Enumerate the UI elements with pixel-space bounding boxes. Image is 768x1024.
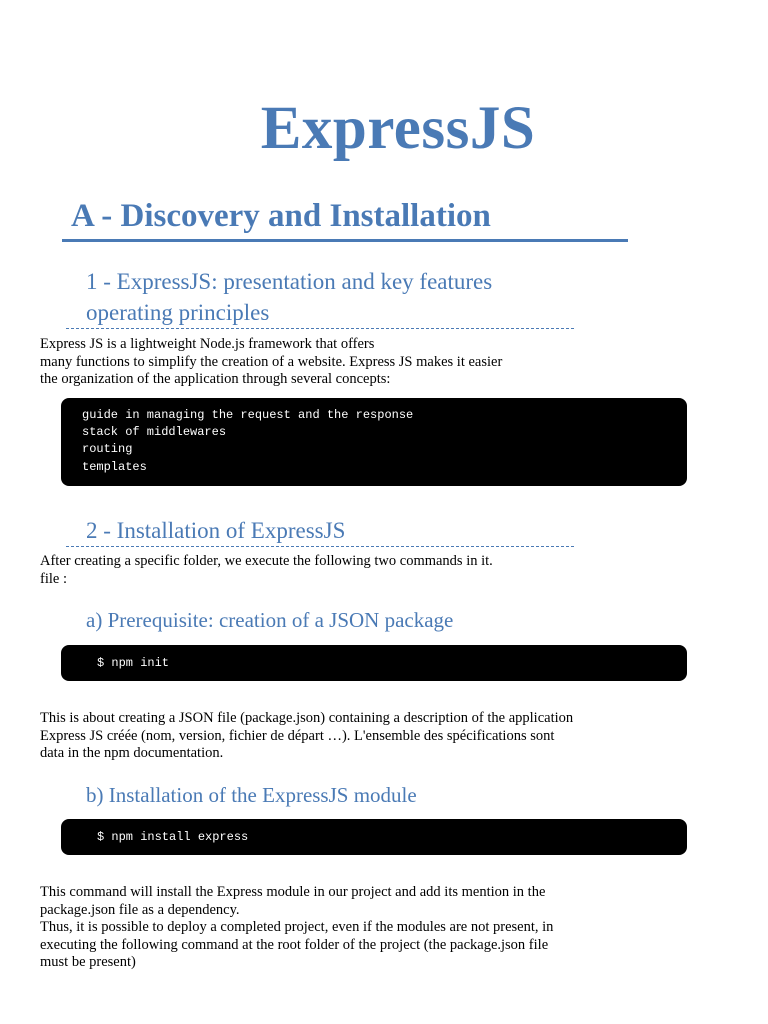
subsection-underline [66,328,574,329]
npm-init-code-block [61,645,687,681]
paragraph-line: Express JS créée (nom, version, fichier de départ …). L'ensemble des spécifications sont [40,727,555,744]
subsection-heading-line1: 1 - ExpressJS: presentation and key features [86,269,493,294]
install-module-paragraph [40,884,553,972]
code-line: stack of middlewares [82,425,227,440]
subsection-heading-line2: operating principles [86,300,270,325]
section-heading-underline [62,239,628,242]
step-heading-prerequisite: a) Prerequisite: creation of a JSON package [86,608,454,632]
concepts-code-block [61,398,687,486]
paragraph-line: This is about creating a JSON file (package.json) containing a description of the application [40,710,574,726]
paragraph-line: Thus, it is possible to deploy a completed project, even if the modules are not present, in [40,919,554,936]
code-line: routing [82,442,133,457]
subsection-heading-presentation [86,266,492,328]
intro-paragraph [40,336,502,389]
paragraph-line: package.json file as a dependency. [40,901,240,918]
installation-paragraph [40,553,493,588]
paragraph-line: This command will install the Express module in our project and add its mention in the [40,884,546,900]
subsection-underline [66,546,574,547]
paragraph-line: the organization of the application through several concepts: [40,371,391,388]
paragraph-line: many functions to simplify the creation of a website. Express JS makes it easier [40,353,503,370]
paragraph-line: Express JS is a lightweight Node.js framework that offers [40,336,375,352]
command-line: $ npm init [97,656,170,670]
document-title: ExpressJS [260,95,536,162]
section-heading-discovery: A - Discovery and Installation [71,198,491,234]
code-line: guide in managing the request and the response [82,408,414,422]
subsection-heading-installation: 2 - Installation of ExpressJS [86,518,346,543]
paragraph-line: data in the npm documentation. [40,745,224,762]
paragraph-line: must be present) [40,954,136,971]
paragraph-line: After creating a specific folder, we execute the following two commands in it. [40,553,493,569]
step-heading-install-module: b) Installation of the ExpressJS module [86,783,417,807]
command-line: $ npm install express [97,830,249,844]
code-line: templates [82,459,147,474]
paragraph-line: executing the following command at the root folder of the project (the package.json file [40,936,549,953]
npm-install-code-block [61,819,687,855]
paragraph-line: file : [40,570,67,587]
package-json-paragraph [40,710,573,763]
